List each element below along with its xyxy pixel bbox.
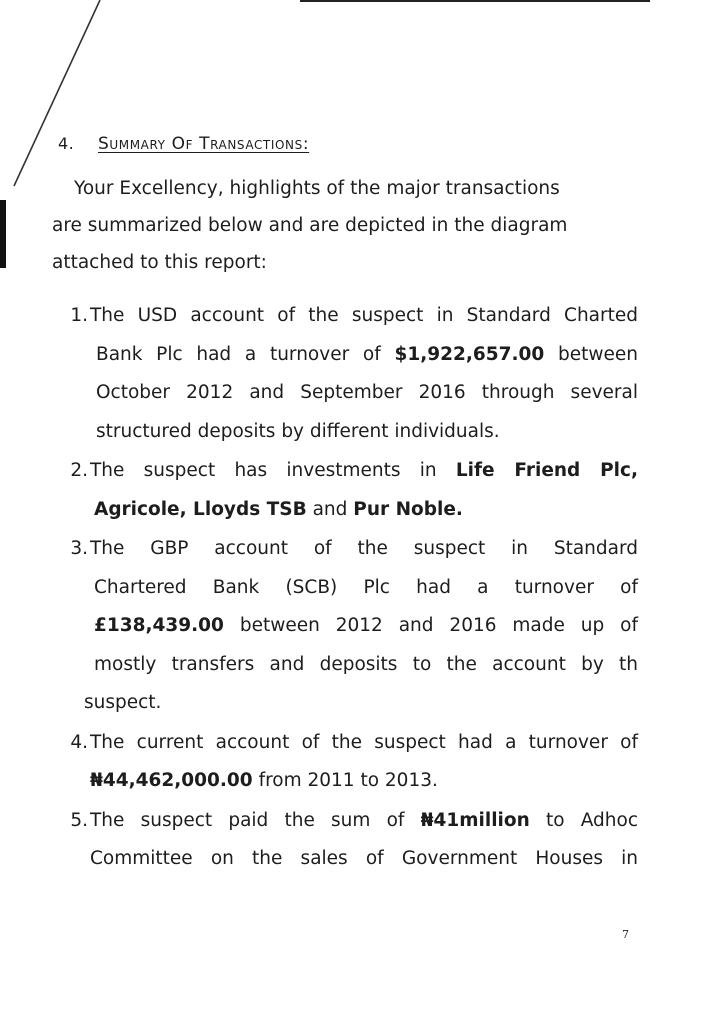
list-item-number: 4.: [70, 731, 88, 753]
item3-line5: suspect.: [84, 692, 162, 713]
item2-company-1: Life Friend Plc,: [455, 460, 638, 481]
intro-line-3: attached to this report:: [52, 252, 267, 273]
intro-paragraph: [52, 170, 637, 281]
item3-line3b: between 2012 and 2016 made up of: [223, 615, 638, 636]
item1-line2c: between: [544, 343, 638, 365]
item3-line1: The GBP account of the suspect in Standard: [90, 538, 638, 559]
item1-line3: October 2012 and September 2016 through several: [96, 382, 638, 403]
list-item-text: [90, 724, 638, 801]
section-heading: [58, 134, 309, 154]
item2-line1a: The suspect has investments in: [90, 460, 456, 481]
list-item: [60, 802, 638, 879]
item5-line1c: to Adhoc: [529, 809, 638, 831]
transaction-list: [60, 297, 638, 880]
section-title: Summary Of Transactions:: [98, 134, 310, 154]
item4-line1: The current account of the suspect had a turnover of: [90, 731, 638, 753]
scan-artifact-top: [300, 0, 650, 2]
intro-line-1: Your Excellency, highlights of the major transactions: [74, 178, 560, 199]
item5-line2: Committee on the sales of Government Houses in: [90, 848, 638, 869]
list-item: [60, 530, 638, 723]
item5-amount: ₦41million: [420, 809, 530, 831]
item1-amount: $1,922,657.00: [394, 343, 545, 365]
list-item-number: 1.: [70, 305, 88, 326]
item3-line2: Chartered Bank (SCB) Plc had a turnover of: [94, 576, 638, 598]
item1-line1: The USD account of the suspect in Standard Charted: [90, 305, 638, 326]
list-item-number: 2.: [70, 460, 88, 481]
item2-companies: Agricole, Lloyds TSB: [94, 498, 307, 520]
list-item-text: [90, 802, 638, 879]
page-number: 7: [622, 928, 629, 941]
list-item: [60, 724, 638, 801]
list-item-number: 5.: [70, 809, 88, 831]
list-item-text: [84, 530, 638, 723]
list-item-text: [90, 452, 638, 529]
item1-line2a: Bank Plc had a turnover of: [96, 343, 395, 365]
scan-edge-mark: [0, 200, 6, 268]
item2-and: and: [306, 498, 354, 520]
list-item: [60, 452, 638, 529]
item3-line4: mostly transfers and deposits to the account by th: [94, 653, 638, 675]
list-item-text: [90, 297, 638, 451]
item1-line4: structured deposits by different individuals.: [96, 420, 500, 442]
item4-line2b: from 2011 to 2013.: [252, 770, 438, 791]
section-number: 4.: [58, 134, 75, 153]
intro-line-2: are summarized below and are depicted in the diagram: [52, 215, 568, 236]
item3-amount: £138,439.00: [94, 615, 224, 636]
item4-amount: ₦44,462,000.00: [90, 770, 253, 791]
list-item: [60, 297, 638, 451]
list-item-number: 3.: [70, 538, 88, 559]
item5-line1a: The suspect paid the sum of: [90, 809, 421, 831]
item2-company-last: Pur Noble.: [353, 498, 463, 520]
